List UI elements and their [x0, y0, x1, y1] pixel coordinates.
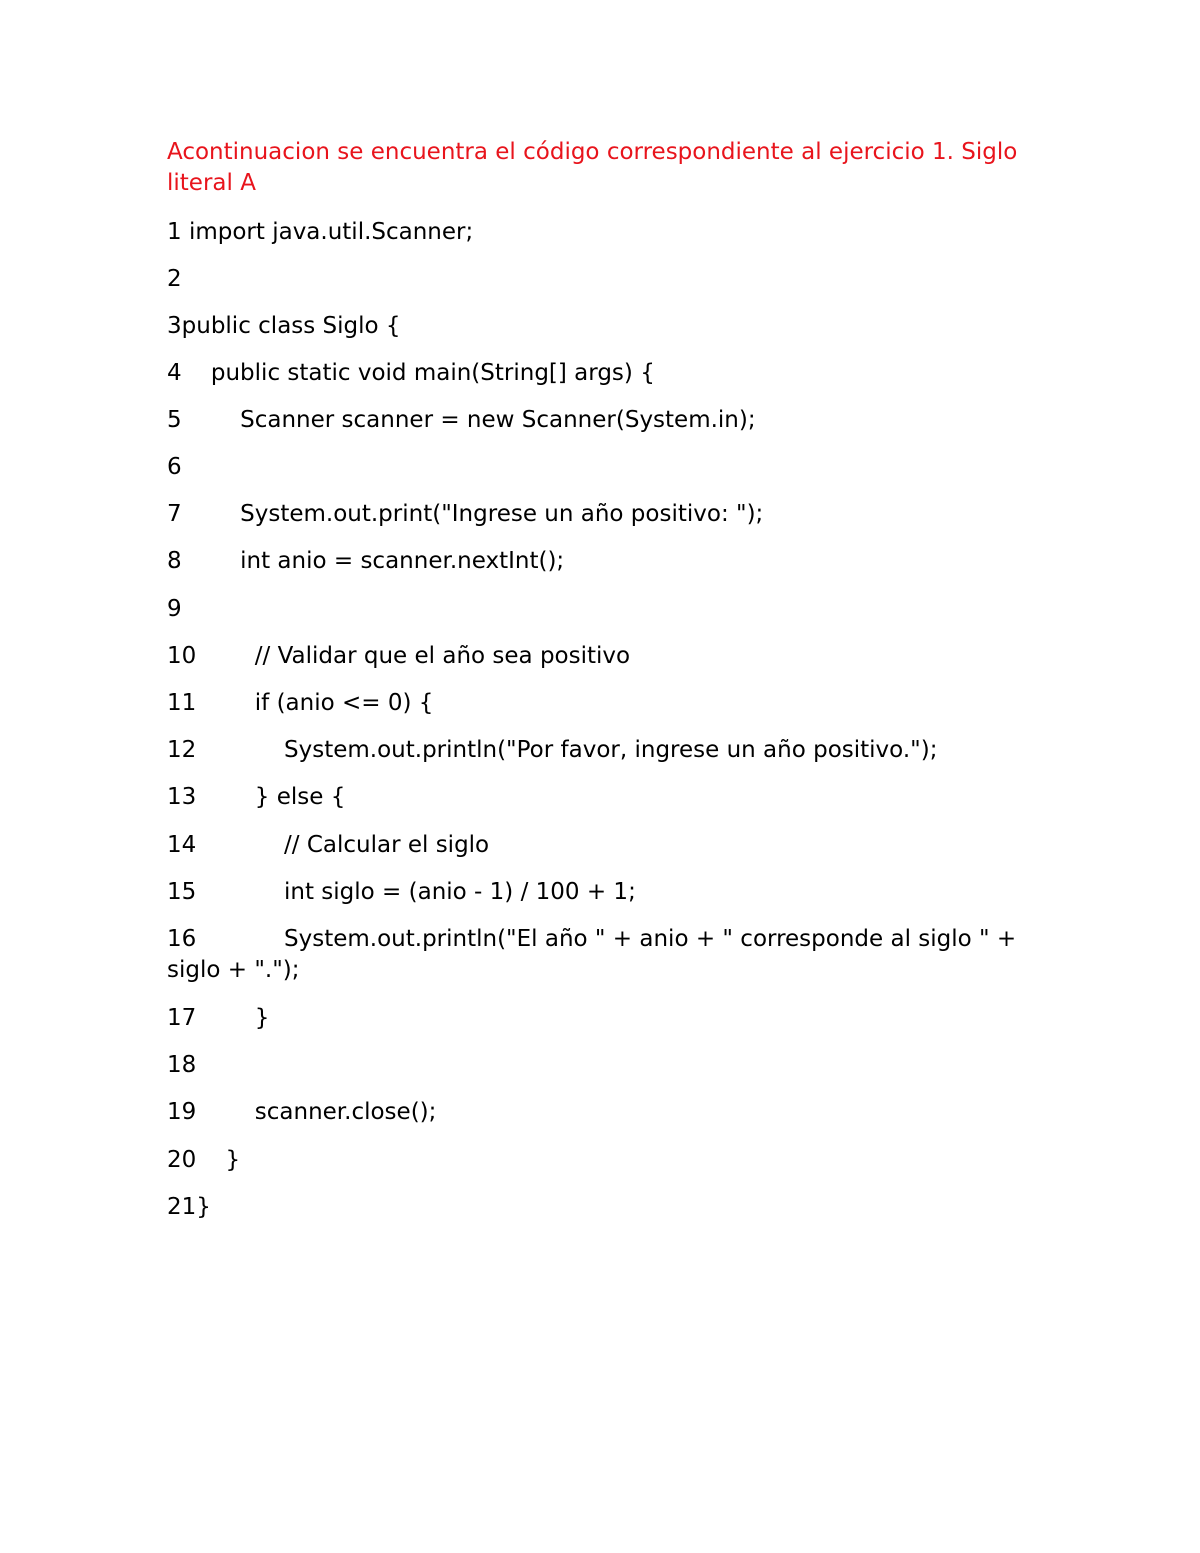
code-line: [167, 594, 1047, 625]
line-number: 6: [167, 454, 182, 480]
code-line: [167, 688, 1047, 719]
line-number: 14: [167, 832, 197, 858]
line-number: 5: [167, 407, 182, 433]
line-number: 8: [167, 548, 182, 574]
line-number: 11: [167, 690, 197, 716]
line-number: 4: [167, 360, 182, 386]
code-text: public class Siglo {: [181, 313, 401, 339]
line-number: 21: [167, 1194, 197, 1220]
code-line: [167, 452, 1047, 483]
code-text: // Calcular el siglo: [196, 832, 490, 858]
code-text: } else {: [196, 784, 346, 810]
code-line: [167, 217, 1047, 248]
code-line: [167, 924, 1047, 986]
code-text: int siglo = (anio - 1) / 100 + 1;: [196, 879, 636, 905]
line-number: 18: [167, 1052, 197, 1078]
line-number: 7: [167, 501, 182, 527]
line-number: 13: [167, 784, 197, 810]
code-line: [167, 358, 1047, 389]
code-line: [167, 405, 1047, 436]
code-text: scanner.close();: [196, 1099, 437, 1125]
line-number: 15: [167, 879, 197, 905]
code-line: [167, 735, 1047, 766]
document-heading: Acontinuacion se encuentra el código correspondiente al ejercicio 1. Siglo literal A: [167, 139, 1018, 196]
code-line: [167, 1097, 1047, 1128]
code-line: [167, 264, 1047, 295]
code-text: System.out.print("Ingrese un año positivo: ");: [181, 501, 764, 527]
code-text: int anio = scanner.nextInt();: [181, 548, 565, 574]
line-number: 20: [167, 1147, 197, 1173]
line-number: 1: [167, 219, 182, 245]
line-number: 9: [167, 596, 182, 622]
code-line: [167, 830, 1047, 861]
line-number: 3: [167, 313, 182, 339]
code-text: System.out.println("Por favor, ingrese un año positivo.");: [196, 737, 938, 763]
code-line: [167, 1192, 1047, 1223]
line-number: 17: [167, 1005, 197, 1031]
code-line: [167, 1145, 1047, 1176]
code-text: }: [196, 1147, 241, 1173]
code-line: [167, 641, 1047, 672]
code-line: [167, 546, 1047, 577]
code-text: System.out.println("El año " + anio + " corresponde al siglo " + siglo + ".");: [167, 926, 1024, 983]
code-line: [167, 1003, 1047, 1034]
code-text: if (anio <= 0) {: [196, 690, 434, 716]
code-line: [167, 499, 1047, 530]
code-text: // Validar que el año sea positivo: [196, 643, 631, 669]
code-text: Scanner scanner = new Scanner(System.in);: [181, 407, 756, 433]
line-number: 19: [167, 1099, 197, 1125]
code-line: [167, 1050, 1047, 1081]
code-text: }: [196, 1005, 270, 1031]
code-text: import java.util.Scanner;: [181, 219, 474, 245]
code-text: public static void main(String[] args) {: [181, 360, 655, 386]
code-text: }: [196, 1194, 211, 1220]
line-number: 16: [167, 926, 197, 952]
line-number: 12: [167, 737, 197, 763]
line-number: 2: [167, 266, 182, 292]
line-number: 10: [167, 643, 197, 669]
code-line: [167, 782, 1047, 813]
code-line: [167, 877, 1047, 908]
code-line: [167, 311, 1047, 342]
